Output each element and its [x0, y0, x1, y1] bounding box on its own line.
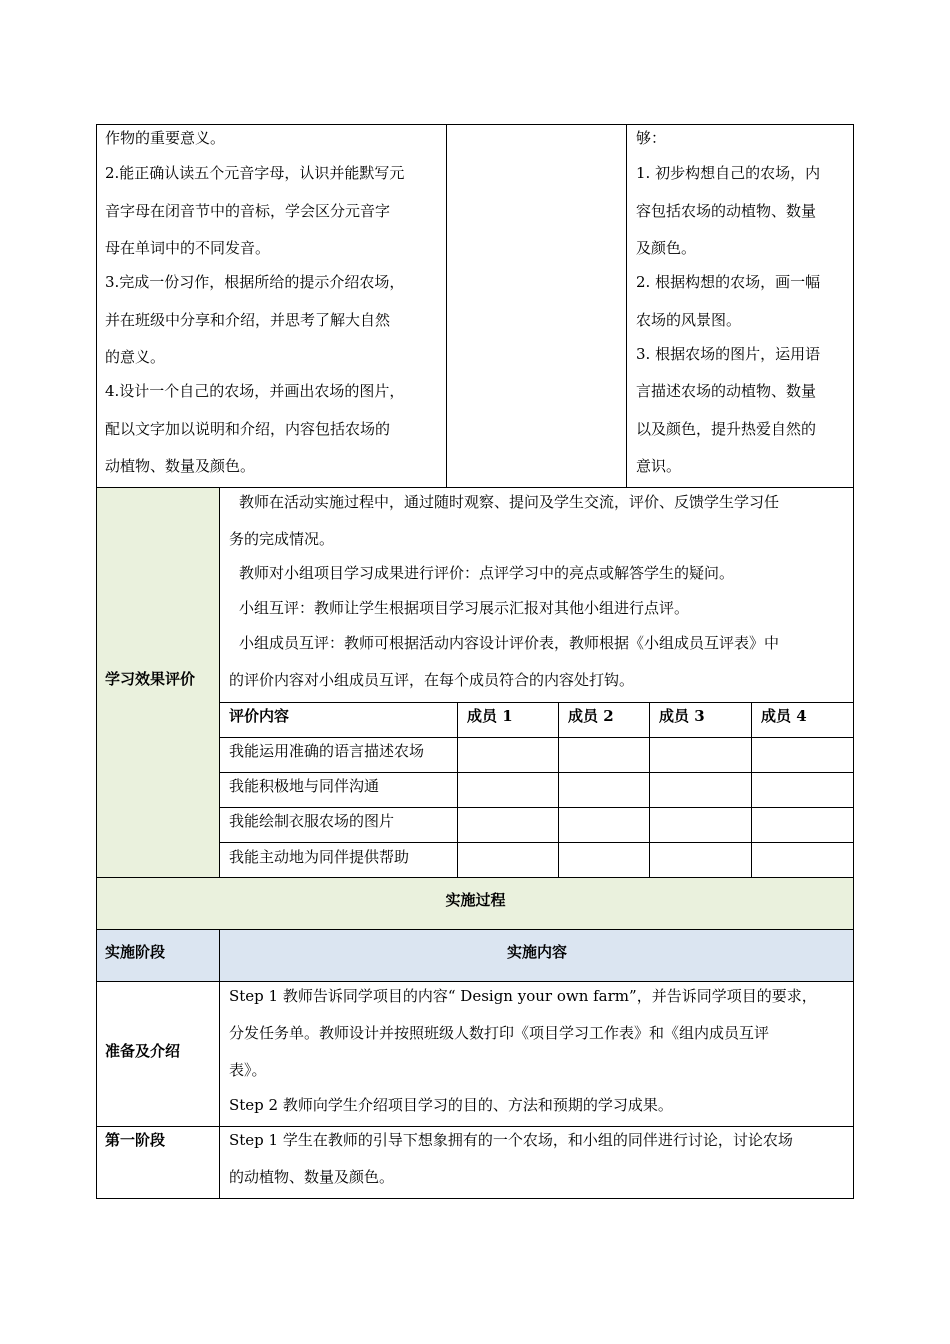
outcome-line: 以及颜色，提升热爱自然的	[636, 420, 817, 438]
outcome-line: 2. 根据构想的农场，画一幅	[636, 273, 821, 291]
stage-content-line: Step 1 教师告诉同学项目的内容“ Design your own farm”，并告诉同学项目的要求，	[229, 987, 817, 1005]
evaluation-paragraph-line: 教师对小组项目学习成果进行评价：点评学习中的亮点或解答学生的疑问。	[239, 564, 735, 582]
table-row: 我能积极地与同伴沟通	[229, 777, 380, 795]
objective-line: 母在单词中的不同发音。	[105, 239, 271, 257]
table-header-member-4: 成员 4	[761, 707, 807, 725]
stage-content-line: 分发任务单。教师设计并按照班级人数打印《项目学习工作表》和《组内成员互评	[229, 1024, 770, 1042]
objective-line: 4.设计一个自己的农场，并画出农场的图片，	[105, 382, 405, 400]
evaluation-paragraph-line: 小组互评：教师让学生根据项目学习展示汇报对其他小组进行点评。	[239, 599, 690, 617]
objective-line: 并在班级中分享和介绍，并思考了解大自然	[105, 311, 391, 329]
evaluation-paragraph-line: 的评价内容对小组成员互评，在每个成员符合的内容处打钩。	[229, 671, 635, 689]
objective-line: 2.能正确认读五个元音字母，认识并能默写元	[105, 164, 405, 182]
stage-content-line: Step 1 学生在教师的引导下想象拥有的一个农场，和小组的同伴进行讨论，讨论农场	[229, 1131, 793, 1149]
stage-header: 实施阶段	[105, 943, 166, 961]
outcome-line: 言描述农场的动植物、数量	[636, 382, 817, 400]
evaluation-paragraph-line: 小组成员互评：教师可根据活动内容设计评价表，教师根据《小组成员互评表》中	[239, 634, 780, 652]
objective-line: 动植物、数量及颜色。	[105, 457, 256, 475]
table-row: 我能运用准确的语言描述农场	[229, 742, 425, 760]
evaluation-paragraph-line: 务的完成情况。	[229, 530, 335, 548]
outcome-line: 容包括农场的动植物、数量	[636, 202, 817, 220]
outcome-line: 3. 根据农场的图片，运用语	[636, 345, 821, 363]
outcome-line: 1. 初步构想自己的农场，内	[636, 164, 821, 182]
objective-line: 的意义。	[105, 348, 166, 366]
table-header-content: 评价内容	[229, 707, 290, 725]
objective-line: 配以文字加以说明和介绍，内容包括农场的	[105, 420, 391, 438]
evaluation-paragraph-line: 教师在活动实施过程中，通过随时观察、提问及学生交流，评价、反馈学生学习任	[239, 493, 780, 511]
table-row: 我能主动地为同伴提供帮助	[229, 848, 410, 866]
table-row: 我能绘制衣服农场的图片	[229, 812, 395, 830]
outcome-line: 够：	[636, 129, 667, 147]
stage-name: 准备及介绍	[105, 1042, 181, 1060]
table-header-member-1: 成员 1	[467, 707, 513, 725]
content-header: 实施内容	[506, 943, 567, 961]
stage-content-line: Step 2 教师向学生介绍项目学习的目的、方法和预期的学习成果。	[229, 1096, 673, 1114]
objective-line: 音字母在闭音节中的音标，学会区分元音字	[105, 202, 391, 220]
objective-line: 3.完成一份习作，根据所给的提示介绍农场，	[105, 273, 405, 291]
outcome-line: 意识。	[636, 457, 682, 475]
table-header-member-3: 成员 3	[659, 707, 705, 725]
stage-name: 第一阶段	[105, 1131, 166, 1149]
stage-content-line: 表》。	[229, 1061, 267, 1079]
objective-line: 作物的重要意义。	[105, 129, 226, 147]
table-header-member-2: 成员 2	[568, 707, 614, 725]
outcome-line: 农场的风景图。	[636, 311, 742, 329]
stage-content-line: 的动植物、数量及颜色。	[229, 1168, 395, 1186]
outcome-line: 及颜色。	[636, 239, 697, 257]
evaluation-label: 学习效果评价	[105, 670, 196, 688]
process-title: 实施过程	[445, 891, 506, 909]
